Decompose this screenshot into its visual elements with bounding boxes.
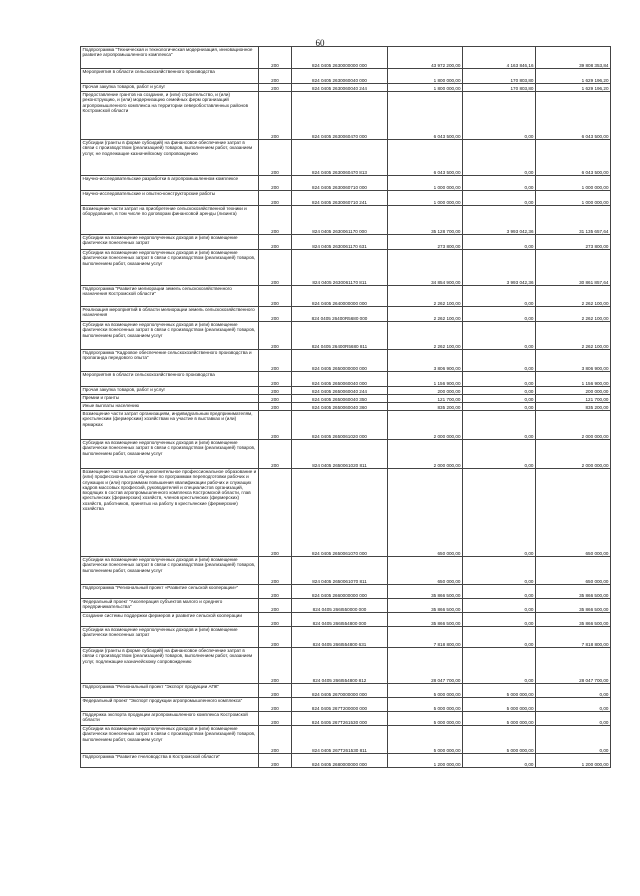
row-remaining-cell: 6 043 500,00 [536, 92, 611, 140]
row-remaining-cell: 2 000 000,00 [536, 440, 611, 469]
row-code-cell: 200 [259, 726, 292, 754]
row-name-cell: Возмещение части затрат на дополнительное профессиональное образование и (или) профессиональное обучение по программам переподготовки рабочих и служащих и (или) программам повышения квалификации рабочих и служащих кадров массовых профессий, руководителей и специалистов организаций, входящих в состав агропромышленного комплекса Костромской области, глав крестьянских (фермерских) хозяйств, членов крестьянских (фермерских) хозяйств, работников, принятых на работу в крестьянские (фермерские) хозяйства [81, 469, 259, 557]
row-name-cell: Подпрограмма "Развитие мелиорации земель сельскохозяйственного назначения Костромской области" [81, 286, 259, 307]
row-name-cell: Прочая закупка товаров, работ и услуг [81, 387, 259, 395]
row-approved-cell: 7 818 800,00 [388, 627, 463, 648]
row-executed-cell: 5 000 000,00 [463, 684, 536, 698]
row-code-cell: 200 [259, 599, 292, 613]
row-name-cell: Субсидии на возмещение недополученных доходов и (или) возмещение фактически понесенных затрат [81, 627, 259, 648]
row-executed-cell: 0,00 [463, 585, 536, 599]
table-row [81, 92, 611, 140]
row-code-cell: 200 [259, 648, 292, 684]
row-remaining-cell: 650 000,00 [536, 469, 611, 557]
row-remaining-cell: 35 866 500,00 [536, 585, 611, 599]
row-code-cell: 200 [259, 250, 292, 286]
row-code-cell: 200 [259, 627, 292, 648]
row-executed-cell: 0,00 [463, 176, 536, 191]
row-code-cell: 200 [259, 403, 292, 411]
table-row [81, 599, 611, 613]
row-code-cell: 200 [259, 191, 292, 206]
row-executed-cell: 4 163 846,16 [463, 47, 536, 69]
row-kbk-cell: 824 0405 2630000000 000 [292, 47, 388, 69]
row-approved-cell: 35 128 700,00 [388, 206, 463, 235]
row-executed-cell: 0,00 [463, 191, 536, 206]
row-executed-cell: 0,00 [463, 235, 536, 250]
row-name-cell: Федеральный проект "Экспорт продукции агропромышленного комплекса" [81, 698, 259, 712]
row-name-cell: Мероприятия в области сельскохозяйственного производства [81, 372, 259, 387]
row-kbk-cell: 824 0405 2630060470 000 [292, 92, 388, 140]
row-kbk-cell: 824 0405 266I554800 000 [292, 613, 388, 627]
row-kbk-cell: 824 0405 266I550000 000 [292, 599, 388, 613]
row-name-cell: Мероприятия в области сельскохозяйственного производства [81, 69, 259, 84]
row-name-cell: Создание системы поддержки фермеров и развитие сельской кооперации [81, 613, 259, 627]
table-row [81, 613, 611, 627]
row-name-cell: Научно-исследовательские разработки в агропромышленном комплексе [81, 176, 259, 191]
row-code-cell: 200 [259, 176, 292, 191]
row-executed-cell: 5 000 000,00 [463, 698, 536, 712]
row-code-cell: 200 [259, 387, 292, 395]
table-row [81, 176, 611, 191]
row-approved-cell: 28 047 700,00 [388, 648, 463, 684]
budget-table-body [81, 47, 611, 768]
row-remaining-cell: 2 000 000,00 [536, 411, 611, 440]
row-remaining-cell: 835 200,00 [536, 403, 611, 411]
row-code-cell: 200 [259, 754, 292, 768]
row-remaining-cell: 1 000 000,00 [536, 191, 611, 206]
table-row [81, 140, 611, 176]
row-remaining-cell: 121 700,00 [536, 395, 611, 403]
row-remaining-cell: 35 866 500,00 [536, 613, 611, 627]
table-row [81, 726, 611, 754]
row-approved-cell: 35 866 500,00 [388, 613, 463, 627]
table-row [81, 322, 611, 350]
row-remaining-cell: 7 818 800,00 [536, 627, 611, 648]
table-row [81, 684, 611, 698]
row-approved-cell: 6 043 500,00 [388, 140, 463, 176]
table-row [81, 557, 611, 585]
row-name-cell: Премии и гранты [81, 395, 259, 403]
row-remaining-cell: 1 629 196,20 [536, 69, 611, 84]
row-approved-cell: 5 000 000,00 [388, 684, 463, 698]
row-approved-cell: 200 000,00 [388, 387, 463, 395]
table-row [81, 47, 611, 69]
table-row [81, 191, 611, 206]
row-executed-cell: 170 803,80 [463, 69, 536, 84]
row-remaining-cell: 0,00 [536, 712, 611, 726]
row-name-cell: Реализация мероприятий в области мелиорации земель сельскохозяйственного назначения [81, 307, 259, 322]
row-executed-cell: 0,00 [463, 648, 536, 684]
row-kbk-cell: 824 0405 2630060710 241 [292, 191, 388, 206]
row-kbk-cell: 824 0405 2630060710 000 [292, 176, 388, 191]
row-remaining-cell: 650 000,00 [536, 557, 611, 585]
row-executed-cell: 0,00 [463, 350, 536, 372]
row-code-cell: 200 [259, 47, 292, 69]
row-kbk-cell: 824 0405 2650060040 244 [292, 387, 388, 395]
row-code-cell: 200 [259, 322, 292, 350]
row-remaining-cell: 28 047 700,00 [536, 648, 611, 684]
row-code-cell: 200 [259, 469, 292, 557]
row-name-cell: Возмещение части затрат на приобретение сельскохозяйственной техники и оборудования, в том числе по договорам финансовой аренды (лизинга) [81, 206, 259, 235]
row-name-cell: Субсидии на возмещение недополученных доходов и (или) возмещение фактически понесенных затрат [81, 235, 259, 250]
row-kbk-cell: 824 0405 2630060040 000 [292, 69, 388, 84]
table-row [81, 469, 611, 557]
row-executed-cell: 0,00 [463, 599, 536, 613]
row-approved-cell: 2 262 100,00 [388, 322, 463, 350]
row-approved-cell: 5 000 000,00 [388, 698, 463, 712]
table-row [81, 372, 611, 387]
row-approved-cell: 273 800,00 [388, 235, 463, 250]
table-row [81, 403, 611, 411]
row-remaining-cell: 2 262 100,00 [536, 322, 611, 350]
row-executed-cell: 0,00 [463, 92, 536, 140]
row-approved-cell: 5 000 000,00 [388, 726, 463, 754]
row-code-cell: 200 [259, 712, 292, 726]
table-row [81, 84, 611, 92]
row-approved-cell: 1 200 000,00 [388, 754, 463, 768]
row-kbk-cell: 824 0405 2650060040 360 [292, 403, 388, 411]
row-code-cell: 200 [259, 92, 292, 140]
table-row [81, 350, 611, 372]
row-approved-cell: 43 972 200,00 [388, 47, 463, 69]
row-kbk-cell: 824 0405 2630060040 244 [292, 84, 388, 92]
table-row [81, 395, 611, 403]
row-name-cell: Субсидии на возмещение недополученных доходов и (или) возмещение фактически понесенных затрат в связи с производством (реализацией) товаров, выполнением работ, оказанием услуг [81, 322, 259, 350]
row-approved-cell: 2 000 000,00 [388, 411, 463, 440]
row-approved-cell: 650 000,00 [388, 557, 463, 585]
row-remaining-cell: 1 200 000,00 [536, 754, 611, 768]
row-kbk-cell: 824 0405 2660000000 000 [292, 585, 388, 599]
row-executed-cell: 0,00 [463, 411, 536, 440]
table-row [81, 69, 611, 84]
row-executed-cell: 0,00 [463, 140, 536, 176]
table-row [81, 648, 611, 684]
table-row [81, 307, 611, 322]
row-code-cell: 200 [259, 235, 292, 250]
row-kbk-cell: 824 0405 2640000000 000 [292, 286, 388, 307]
row-approved-cell: 2 262 100,00 [388, 307, 463, 322]
row-remaining-cell: 2 262 100,00 [536, 307, 611, 322]
row-remaining-cell: 31 135 657,64 [536, 206, 611, 235]
table-row [81, 627, 611, 648]
row-name-cell: Субсидии на возмещение недополученных доходов и (или) возмещение фактически понесенных затрат в связи с производством (реализацией) товаров, выполнением работ, оказанием услуг [81, 440, 259, 469]
row-name-cell: Субсидии на возмещение недополученных доходов и (или) возмещение фактически понесенных затрат в связи с производством (реализацией) товаров, выполнением работ, оказанием услуг [81, 557, 259, 585]
row-approved-cell: 1 800 000,00 [388, 69, 463, 84]
row-remaining-cell: 35 866 500,00 [536, 599, 611, 613]
row-code-cell: 200 [259, 585, 292, 599]
row-kbk-cell: 824 0405 2630061170 000 [292, 206, 388, 235]
row-remaining-cell: 1 000 000,00 [536, 176, 611, 191]
row-kbk-cell: 824 0405 26400R5680 811 [292, 322, 388, 350]
row-kbk-cell: 824 0405 267T261530 000 [292, 712, 388, 726]
row-code-cell: 200 [259, 206, 292, 235]
row-approved-cell: 121 700,00 [388, 395, 463, 403]
table-row [81, 250, 611, 286]
row-name-cell: Подпрограмма "Региональный проект "Экспорт продукции АПК" [81, 684, 259, 698]
row-code-cell: 200 [259, 372, 292, 387]
row-remaining-cell: 39 808 353,84 [536, 47, 611, 69]
row-executed-cell: 0,00 [463, 372, 536, 387]
table-row [81, 585, 611, 599]
table-row [81, 411, 611, 440]
table-row [81, 754, 611, 768]
row-approved-cell: 6 043 500,00 [388, 92, 463, 140]
row-name-cell: Подпрограмма "Развитие пчеловодства в Костромской области" [81, 754, 259, 768]
row-executed-cell: 0,00 [463, 403, 536, 411]
row-kbk-cell: 824 0405 2650060040 000 [292, 372, 388, 387]
row-executed-cell: 5 000 000,00 [463, 712, 536, 726]
row-executed-cell: 0,00 [463, 440, 536, 469]
row-code-cell: 200 [259, 395, 292, 403]
row-executed-cell: 0,00 [463, 557, 536, 585]
row-kbk-cell: 824 0405 2670000000 000 [292, 684, 388, 698]
row-kbk-cell: 824 0405 2680000000 000 [292, 754, 388, 768]
row-kbk-cell: 824 0405 267T261530 811 [292, 726, 388, 754]
row-code-cell: 200 [259, 684, 292, 698]
row-approved-cell: 35 866 500,00 [388, 599, 463, 613]
row-approved-cell: 1 000 000,00 [388, 191, 463, 206]
row-executed-cell: 0,00 [463, 613, 536, 627]
row-executed-cell: 0,00 [463, 754, 536, 768]
row-remaining-cell: 273 800,00 [536, 235, 611, 250]
budget-table [80, 46, 611, 768]
row-code-cell: 200 [259, 84, 292, 92]
row-kbk-cell: 824 0405 266I554800 812 [292, 648, 388, 684]
table-row [81, 286, 611, 307]
row-executed-cell: 0,00 [463, 387, 536, 395]
row-name-cell: Предоставление грантов на создание, и (или) строительство, и (или) реконструкцию, и (или) модернизацию семейных ферм организаций агропромышленного комплекса на территории северобоставленных районов Костромской области [81, 92, 259, 140]
row-approved-cell: 35 866 500,00 [388, 585, 463, 599]
row-code-cell: 200 [259, 440, 292, 469]
row-code-cell: 200 [259, 286, 292, 307]
row-executed-cell: 0,00 [463, 307, 536, 322]
row-kbk-cell: 824 0405 2650060040 350 [292, 395, 388, 403]
row-approved-cell: 835 200,00 [388, 403, 463, 411]
row-remaining-cell: 6 043 500,00 [536, 140, 611, 176]
table-row [81, 235, 611, 250]
row-code-cell: 200 [259, 69, 292, 84]
row-executed-cell: 3 993 042,36 [463, 250, 536, 286]
row-code-cell: 200 [259, 613, 292, 627]
row-executed-cell: 0,00 [463, 322, 536, 350]
row-kbk-cell: 824 0405 2650061070 000 [292, 469, 388, 557]
row-kbk-cell: 824 0405 2650061020 811 [292, 440, 388, 469]
row-name-cell: Федеральный проект "Акселерация субъектов малого и среднего предпринимательства" [81, 599, 259, 613]
row-name-cell: Поддержка экспорта продукции агропромышленного комплекса Костромской области [81, 712, 259, 726]
row-remaining-cell: 0,00 [536, 684, 611, 698]
row-kbk-cell: 824 0405 2630060470 813 [292, 140, 388, 176]
row-remaining-cell: 1 629 196,20 [536, 84, 611, 92]
row-name-cell: Субсидии на возмещение недополученных доходов и (или) возмещение фактически понесенных затрат в связи с производством (реализацией) товаров, выполнением работ, оказанием услуг [81, 250, 259, 286]
row-kbk-cell: 824 0405 2650000000 000 [292, 350, 388, 372]
row-code-cell: 200 [259, 140, 292, 176]
row-approved-cell: 2 000 000,00 [388, 440, 463, 469]
row-kbk-cell: 824 0405 2630061170 631 [292, 235, 388, 250]
row-name-cell: Прочая закупка товаров, работ и услуг [81, 84, 259, 92]
row-remaining-cell: 200 000,00 [536, 387, 611, 395]
row-kbk-cell: 824 0405 26400R5680 000 [292, 307, 388, 322]
row-code-cell: 200 [259, 557, 292, 585]
row-name-cell: Подпрограмма "Региональный проект «Развитие сельской кооперации»" [81, 585, 259, 599]
row-remaining-cell: 1 156 900,00 [536, 372, 611, 387]
table-row [81, 387, 611, 395]
row-name-cell: Возмещение части затрат организациям, индивидуальным предпринимателям, крестьянским (фермерским) хозяйствам на участие в выставках и (или) ярмарках [81, 411, 259, 440]
row-executed-cell: 0,00 [463, 286, 536, 307]
row-kbk-cell: 824 0405 266I554800 631 [292, 627, 388, 648]
row-executed-cell: 170 803,80 [463, 84, 536, 92]
row-name-cell: Субсидии на возмещение недополученных доходов и (или) возмещение фактически понесенных затрат в связи с производством (реализацией) товаров, выполнением работ, оказанием услуг [81, 726, 259, 754]
row-approved-cell: 1 800 000,00 [388, 84, 463, 92]
row-remaining-cell: 2 262 100,00 [536, 286, 611, 307]
row-kbk-cell: 824 0405 267T200000 000 [292, 698, 388, 712]
row-executed-cell: 0,00 [463, 627, 536, 648]
row-kbk-cell: 824 0405 2650061020 000 [292, 411, 388, 440]
row-approved-cell: 1 156 900,00 [388, 372, 463, 387]
row-kbk-cell: 824 0405 2630061170 811 [292, 250, 388, 286]
row-code-cell: 200 [259, 698, 292, 712]
row-code-cell: 200 [259, 307, 292, 322]
table-row [81, 712, 611, 726]
table-row [81, 206, 611, 235]
row-approved-cell: 2 262 100,00 [388, 286, 463, 307]
row-name-cell: Подпрограмма "Кадровое обеспечение сельскохозяйственного производства и пропаганда передового опыта" [81, 350, 259, 372]
row-approved-cell: 1 000 000,00 [388, 176, 463, 191]
row-executed-cell: 3 993 042,36 [463, 206, 536, 235]
table-row [81, 440, 611, 469]
table-row [81, 698, 611, 712]
row-approved-cell: 34 854 900,00 [388, 250, 463, 286]
row-remaining-cell: 0,00 [536, 726, 611, 754]
row-code-cell: 200 [259, 411, 292, 440]
row-executed-cell: 0,00 [463, 395, 536, 403]
row-name-cell: Субсидии (гранты в форме субсидий) на финансовое обеспечение затрат в связи с производством (реализацией) товаров, выполнением работ, оказанием услуг, подлежащие казначейскому сопровождению [81, 648, 259, 684]
row-remaining-cell: 3 806 900,00 [536, 350, 611, 372]
row-approved-cell: 650 000,00 [388, 469, 463, 557]
row-name-cell: Субсидии (гранты в форме субсидий) на финансовое обеспечение затрат в связи с производством (реализацией) товаров, выполнением работ, оказанием услуг, не подлежащие казначейскому сопровождению [81, 140, 259, 176]
row-executed-cell: 5 000 000,00 [463, 726, 536, 754]
row-executed-cell: 0,00 [463, 469, 536, 557]
row-name-cell: Научно-исследовательские и опытно-конструкторские работы [81, 191, 259, 206]
page-number: 60 [315, 38, 325, 48]
row-name-cell: Подпрограмма "Техническая и технологическая модернизация, инновационное развитие агропромышленного комплекса" [81, 47, 259, 69]
row-approved-cell: 3 806 900,00 [388, 350, 463, 372]
row-remaining-cell: 30 861 857,64 [536, 250, 611, 286]
row-name-cell: Иные выплаты населению [81, 403, 259, 411]
row-code-cell: 200 [259, 350, 292, 372]
row-approved-cell: 5 000 000,00 [388, 712, 463, 726]
row-remaining-cell: 0,00 [536, 698, 611, 712]
row-kbk-cell: 824 0405 2650061070 811 [292, 557, 388, 585]
